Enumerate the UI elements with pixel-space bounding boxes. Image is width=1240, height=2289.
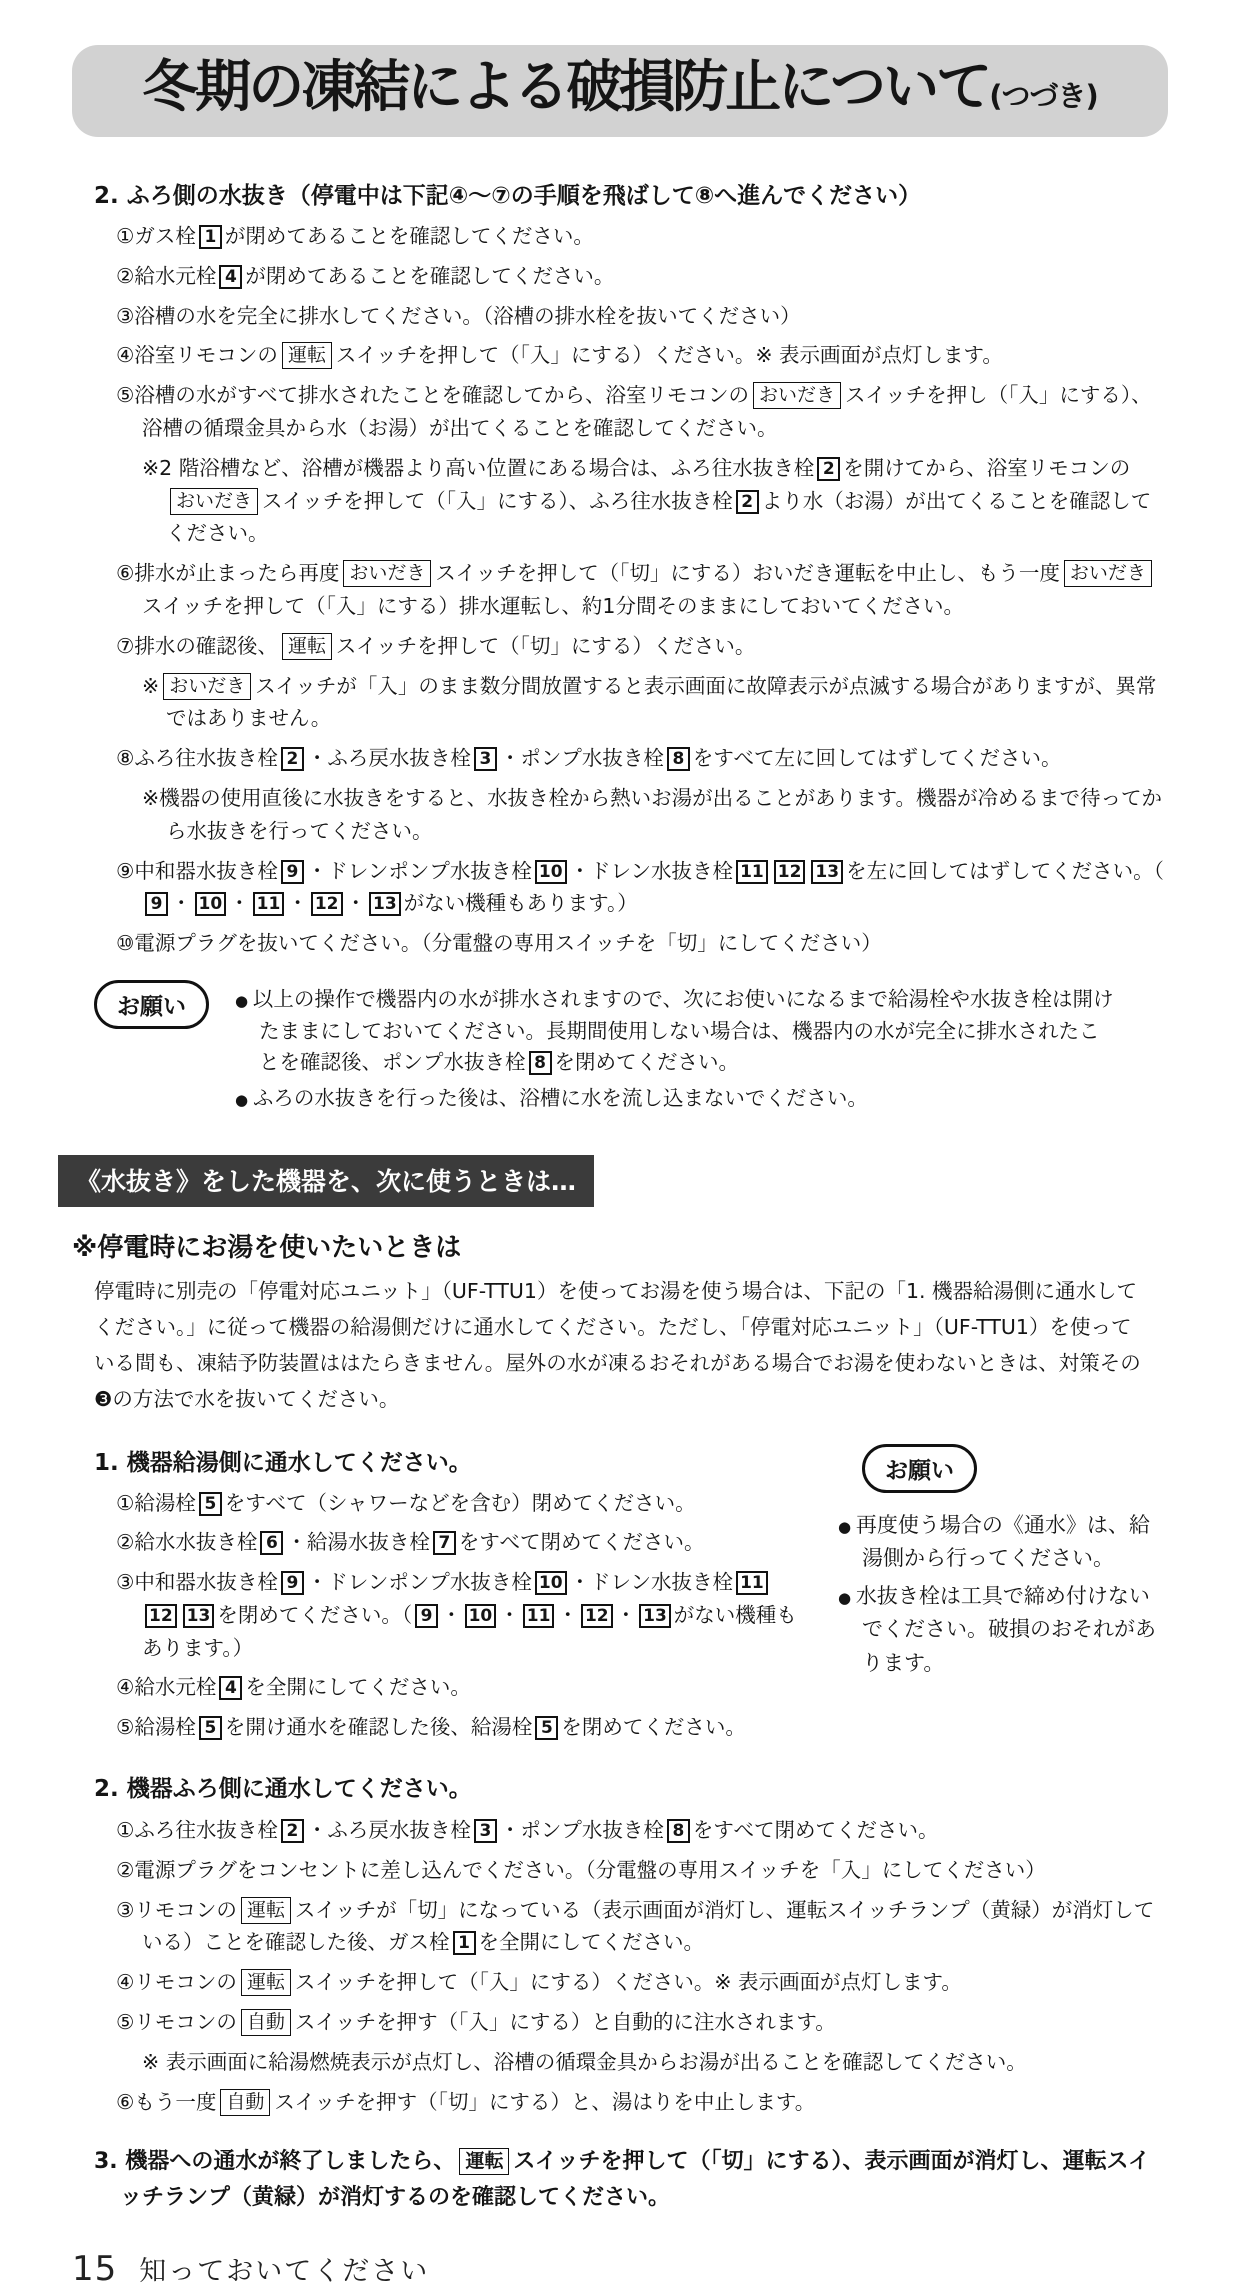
rewater-bath-steps: [116, 1814, 1168, 2118]
page-number: 15: [72, 2248, 118, 2289]
part-number-box: 4: [219, 1676, 242, 1700]
step-item: ④浴室リモコンの 運転 スイッチを押して（「入」にする）ください。※ 表示画面が点灯します。: [116, 343, 1003, 368]
part-number-box: 10: [535, 1571, 567, 1595]
switch-label-box: 運転: [241, 1969, 291, 1996]
step-item: ①給湯栓 5 をすべて（シャワーなどを含む）閉めてください。: [116, 1490, 696, 1515]
step-item: ③中和器水抜き栓 9 ・ドレンポンプ水抜き栓 10 ・ドレン水抜き栓 1112 13 を閉めてください。（ 9 ・ 10 ・ 11 ・ 12 ・ 13 がない機種もあります。）: [116, 1570, 797, 1660]
rewater-columns: [72, 1444, 1168, 1814]
part-number-box: 12: [581, 1604, 613, 1628]
step-item: ⑤浴槽の水がすべて排水されたことを確認してから、浴室リモコンの おいだき スイッチを押し（「入」にする）、浴槽の循環金具から水（お湯）が出てくることを確認してください。: [116, 383, 1152, 440]
switch-label-box: 運転: [241, 1897, 291, 1924]
request-item: ● 以上の操作で機器内の水が排水されますので、次にお使いになるまで給湯栓や水抜き栓は開けたままにしておいてください。長期間使用しない場合は、機器内の水が完全に排水されたことを確認後、ポンプ水抜き栓 8 を閉めてください。: [235, 984, 1115, 1079]
switch-label-box: 自動: [220, 2089, 270, 2116]
step-item: ②給水水抜き栓 6 ・給湯水抜き栓 7 をすべて閉めてください。: [116, 1530, 705, 1555]
switch-label-box: 運転: [459, 2148, 509, 2175]
step-item: ⑤給湯栓 5 を開け通水を確認した後、給湯栓 5 を閉めてください。: [116, 1715, 746, 1740]
switch-label-box: おいだき: [1064, 560, 1152, 587]
part-number-box: 2: [281, 747, 304, 771]
part-number-box: 8: [529, 1051, 552, 1075]
request-item: ● 水抜き栓は工具で締め付けないでください。破損のおそれがあります。: [838, 1580, 1168, 1681]
part-number-box: 2: [736, 490, 759, 514]
page-footer: [72, 2249, 1168, 2289]
part-number-box: 9: [415, 1604, 438, 1628]
part-number-box: 9: [281, 860, 304, 884]
part-number-box: 13: [811, 860, 843, 884]
step-item: ①ふろ往水抜き栓 2 ・ふろ戻水抜き栓 3 ・ポンプ水抜き栓 8 をすべて閉めてください。: [116, 1818, 939, 1843]
request-callout-1: [94, 980, 1168, 1119]
part-number-box: 13: [369, 892, 401, 916]
part-number-box: 1: [453, 1931, 476, 1955]
switch-label-box: おいだき: [343, 560, 431, 587]
switch-label-box: おいだき: [170, 488, 258, 515]
step-item: ③リモコンの 運転 スイッチが「切」になっている（表示画面が消灯し、運転スイッチランプ（黄緑）が消灯している）ことを確認した後、ガス栓 1 を全開にしてください。: [116, 1897, 1155, 1955]
switch-label-box: 自動: [241, 2009, 291, 2036]
part-number-box: 5: [199, 1492, 222, 1516]
switch-label-box: おいだき: [163, 673, 251, 700]
part-number-box: 5: [199, 1716, 222, 1740]
step-item: ④リモコンの 運転 スイッチを押して（「入」にする）ください。※ 表示画面が点灯します。: [116, 1970, 962, 1995]
part-number-box: 12: [774, 860, 806, 884]
part-number-box: 9: [281, 1571, 304, 1595]
rewater-supply-section: [72, 1444, 802, 1814]
part-number-box: 8: [667, 1819, 690, 1843]
step-item: ⑥排水が止まったら再度 おいだき スイッチを押して（「切」にする）おいだき運転を中止し、もう一度 おいだきスイッチを押して（「入」にする）排水運転し、約1分間そのままにしておいてください。: [116, 557, 1168, 623]
step-item: ④給水元栓 4 を全開にしてください。: [116, 1675, 471, 1700]
part-number-box: 11: [736, 1571, 768, 1595]
finish-section: 3. 機器への通水が終了しましたら、 運転 スイッチを押して（「切」にする）、表示画面が消灯し、運転スイッチランプ（黄緑）が消灯するのを確認してください。: [94, 2149, 1151, 2210]
switch-label-box: 運転: [282, 342, 332, 369]
part-number-box: 11: [523, 1604, 555, 1628]
bath-drain-steps: [116, 220, 1168, 960]
switch-label-box: 運転: [282, 633, 332, 660]
page-title: 冬期の凍結による破損防止について: [142, 55, 990, 120]
part-number-box: 12: [311, 892, 343, 916]
part-number-box: 10: [535, 860, 567, 884]
part-number-box: 2: [817, 457, 840, 481]
step-item: ①ガス栓 1 が閉めてあることを確認してください。: [116, 224, 594, 248]
part-number-box: 13: [639, 1604, 671, 1628]
step-item: ②給水元栓 4 が閉めてあることを確認してください。: [116, 263, 615, 288]
part-number-box: 7: [433, 1531, 456, 1555]
part-number-box: 10: [195, 892, 227, 916]
step-item: ⑦排水の確認後、 運転 スイッチを押して（「切」にする）ください。: [116, 633, 756, 658]
part-number-box: 5: [535, 1716, 558, 1740]
bath-drain-heading: 2. ふろ側の水抜き（停電中は下記④～⑦の手順を飛ばして⑧へ進んでください）: [94, 183, 922, 209]
power-outage-heading: ※停電時にお湯を使いたいときは: [72, 1233, 462, 1263]
rewater-bath-heading: 2. 機器ふろ側に通水してください。: [94, 1776, 472, 1803]
step-item: ⑤リモコンの 自動 スイッチを押す（「入」にする）と自動的に注水されます。: [116, 2010, 836, 2035]
step-item: ⑩電源プラグを抜いてください。（分電盤の専用スイッチを「切」にしてください）: [116, 931, 882, 956]
part-number-box: 13: [183, 1604, 215, 1628]
part-number-box: 9: [145, 892, 168, 916]
part-number-box: 6: [260, 1531, 283, 1555]
step-note: ※ おいだき スイッチが「入」のまま数分間放置すると表示画面に故障表示が点滅する場合がありますが、異常ではありません。: [142, 673, 1157, 731]
step-item: ③浴槽の水を完全に排水してください。（浴槽の排水栓を抜いてください）: [116, 303, 801, 328]
part-number-box: 11: [253, 892, 285, 916]
request-items: [235, 980, 1115, 1119]
reuse-section-banner: 《水抜き》をした機器を、次に使うときは…: [58, 1155, 594, 1207]
title-banner: [72, 45, 1168, 137]
part-number-box: 4: [219, 265, 242, 289]
request-badge: お願い: [94, 980, 209, 1029]
part-number-box: 12: [145, 1604, 177, 1628]
bath-drain-section: [72, 177, 1168, 960]
part-number-box: 11: [736, 860, 768, 884]
request-callout-2: [838, 1444, 1168, 1814]
power-outage-body: 停電時に別売の「停電対応ユニット」（UF-TTU1）を使ってお湯を使う場合は、下記の「1. 機器給湯側に通水してください。」に従って機器の給湯側だけに通水してください。ただし、「停電対応ユニット」（UF-TTU1）を使っている間も、凍結予防装置ははたらきません。屋外の水が凍るおそれがある場合でお湯を使わないときは、対策その❸の方法で水を抜いてください。: [94, 1279, 1141, 1411]
part-number-box: 8: [667, 747, 690, 771]
request-items: [838, 1509, 1168, 1681]
switch-label-box: おいだき: [753, 382, 841, 409]
part-number-box: 3: [474, 1819, 497, 1843]
step-item: ⑥もう一度 自動 スイッチを押す（「切」にする）と、湯はりを中止します。: [116, 2089, 816, 2114]
step-item: ⑧ふろ往水抜き栓 2 ・ふろ戻水抜き栓 3 ・ポンプ水抜き栓 8 をすべて左に回してはずしてください。: [116, 746, 1062, 771]
request-badge: お願い: [862, 1444, 977, 1493]
rewater-supply-steps: [116, 1487, 802, 1745]
step-item: ②電源プラグをコンセントに差し込んでください。（分電盤の専用スイッチを「入」にしてください）: [116, 1857, 1046, 1882]
request-item: ● ふろの水抜きを行った後は、浴槽に水を流し込まないでください。: [235, 1083, 1115, 1115]
step-note: ※ 表示画面に給湯燃焼表示が点灯し、浴槽の循環金具からお湯が出ることを確認してください。: [142, 2049, 1027, 2074]
part-number-box: 10: [465, 1604, 497, 1628]
page-title-suffix: (つづき): [989, 79, 1098, 113]
part-number-box: 1: [199, 225, 222, 249]
footer-text: 知っておいてください: [139, 2255, 430, 2287]
part-number-box: 3: [474, 747, 497, 771]
part-number-box: 2: [281, 1819, 304, 1843]
request-item: ● 再度使う場合の《通水》は、給湯側から行ってください。: [838, 1509, 1168, 1576]
power-outage-section: [72, 1227, 1168, 1418]
step-note: ※機器の使用直後に水抜きをすると、水抜き栓から熱いお湯が出ることがあります。機器が冷めるまで待ってから水抜きを行ってください。: [142, 785, 1163, 843]
rewater-supply-heading: 1. 機器給湯側に通水してください。: [94, 1449, 472, 1476]
step-item: ⑨中和器水抜き栓 9 ・ドレンポンプ水抜き栓 10 ・ドレン水抜き栓 11 12 13 を左に回してはずしてください。（9 ・ 10 ・ 11 ・ 12 ・ 13 がない機種もあります。）: [116, 858, 1164, 916]
step-note: ※2 階浴槽など、浴槽が機器より高い位置にある場合は、ふろ往水抜き栓 2 を開けてから、浴室リモコンのおいだき スイッチを押して（「入」にする）、ふろ往水抜き栓 2 より水（お湯）が出てくることを確認してください。: [142, 455, 1152, 546]
